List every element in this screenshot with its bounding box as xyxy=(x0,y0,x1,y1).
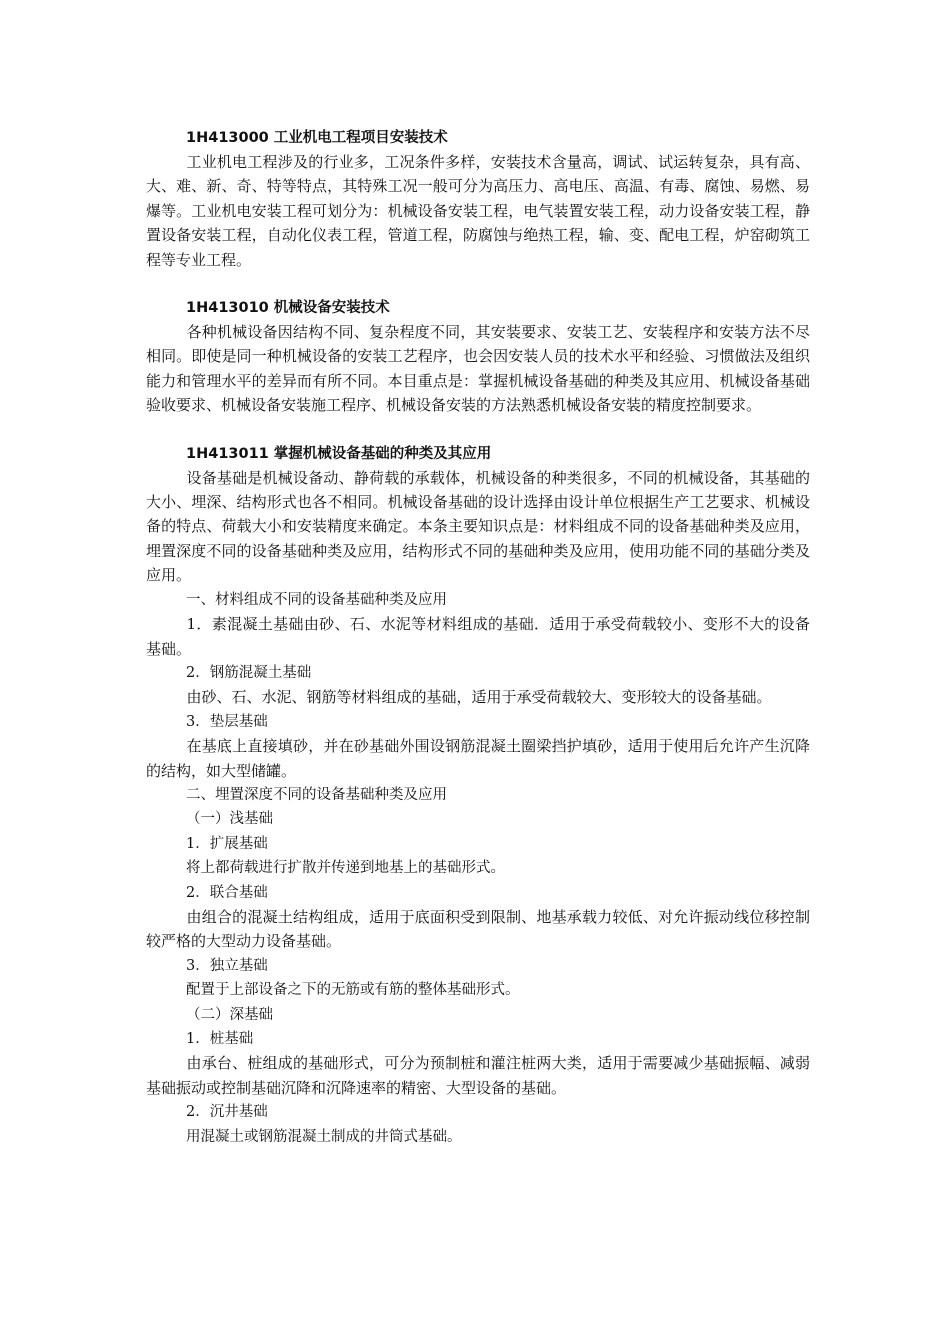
section-heading: 1H413000 工业机电工程项目安装技术 xyxy=(186,130,448,146)
section-heading: 1H413011 掌握机械设备基础的种类及其应用 xyxy=(186,445,492,462)
section-spacer xyxy=(146,418,810,442)
section-spacer xyxy=(146,272,810,296)
body-paragraph: 由承台、桩组成的基础形式，可分为预制桩和灌注桩两大类，适用于需要减少基础振幅、减弱基础振动或控制基础沉降和沉降速率的精密、大型设备的基础。 xyxy=(146,1054,810,1097)
item-heading: 2．沉井基础 xyxy=(186,1104,268,1121)
body-paragraph: 在基底上直接填砂，并在砂基础外围设钢筋混凝土圈梁挡护填砂，适用于使用后允许产生沉降的结构，如大型储罐。 xyxy=(146,737,810,780)
subheading-line: 二、埋置深度不同的设备基础种类及应用 xyxy=(186,786,448,803)
item-heading: 3．独立基础 xyxy=(186,957,268,974)
subheading-line: 一、材料组成不同的设备基础种类及应用 xyxy=(186,591,448,608)
body-paragraph: 由组合的混凝土结构组成，适用于底面积受到限制、地基承载力较低、对允许振动线位移控制较严格的大型动力设备基础。 xyxy=(146,907,810,951)
item-heading: 1．桩基础 xyxy=(186,1031,254,1047)
section-paragraph: 工业机电工程涉及的行业多，工况条件多样，安装技术含量高，调试、试运转复杂，具有高、大、难、新、奇、特等特点，其特殊工况一般可分为高压力、高电压、高温、有毒、腐蚀、易燃、易爆等。工业机电安装工程可划分为：机械设备安装工程，电气装置安装工程，动力设备安装工程，静置设备安装工程，自动化仪表工程，管道工程，防腐蚀与绝热工程，输、变、配电工程，炉窑砌筑工程等专业工程。 xyxy=(146,153,810,269)
body-line: 用混凝土或钢筋混凝土制成的井筒式基础。 xyxy=(186,1128,462,1145)
item-heading: 3．垫层基础 xyxy=(186,713,268,730)
section-paragraph: 设备基础是机械设备动、静荷载的承载体，机械设备的种类很多，不同的机械设备，其基础的大小、埋深、结构形式也各不相同。机械设备基础的设计选择由设计单位根据生产工艺要求、机械设备的特点、荷载大小和安装精度来确定。本条主要知识点是：材料组成不同的设备基础种类及应用，埋置深度不同的设备基础种类及应用，结构形式不同的基础种类及应用，使用功能不同的基础分类及应用。 xyxy=(146,468,810,585)
item-heading: （一）浅基础 xyxy=(186,811,274,828)
document-page xyxy=(146,126,810,1149)
section-paragraph: 各种机械设备因结构不同、复杂程度不同，其安装要求、安装工艺、安装程序和安装方法不尽相同。即使是同一种机械设备的安装工艺程序，也会因安装人员的技术水平和经验、习惯做法及组织能力和管理水平的差异而有所不同。本目重点是：掌握机械设备基础的种类及其应用、机械设备基础验收要求、机械设备安装施工程序、机械设备安装的方法熟悉机械设备安装的精度控制要求。 xyxy=(146,323,810,415)
item-heading: 1．扩展基础 xyxy=(186,835,268,852)
body-paragraph: 由砂、石、水泥、钢筋等材料组成的基础，适用于承受荷载较大、变形较大的设备基础。 xyxy=(186,688,772,707)
item-heading: 2．钢筋混凝土基础 xyxy=(186,664,312,681)
body-line: 配置于上部设备之下的无筋或有筋的整体基础形式。 xyxy=(186,982,520,999)
section-heading: 1H413010 机械设备安装技术 xyxy=(186,300,390,317)
body-paragraph: 1．素混凝土基础由砂、石、水泥等材料组成的基础．适用于承受荷载较小、变形不大的设备基础。 xyxy=(146,615,810,658)
item-heading: （二）深基础 xyxy=(186,1006,274,1023)
body-line: 将上都荷载进行扩散并传递到地基上的基础形式。 xyxy=(186,860,506,877)
item-heading: 2．联合基础 xyxy=(186,884,268,901)
